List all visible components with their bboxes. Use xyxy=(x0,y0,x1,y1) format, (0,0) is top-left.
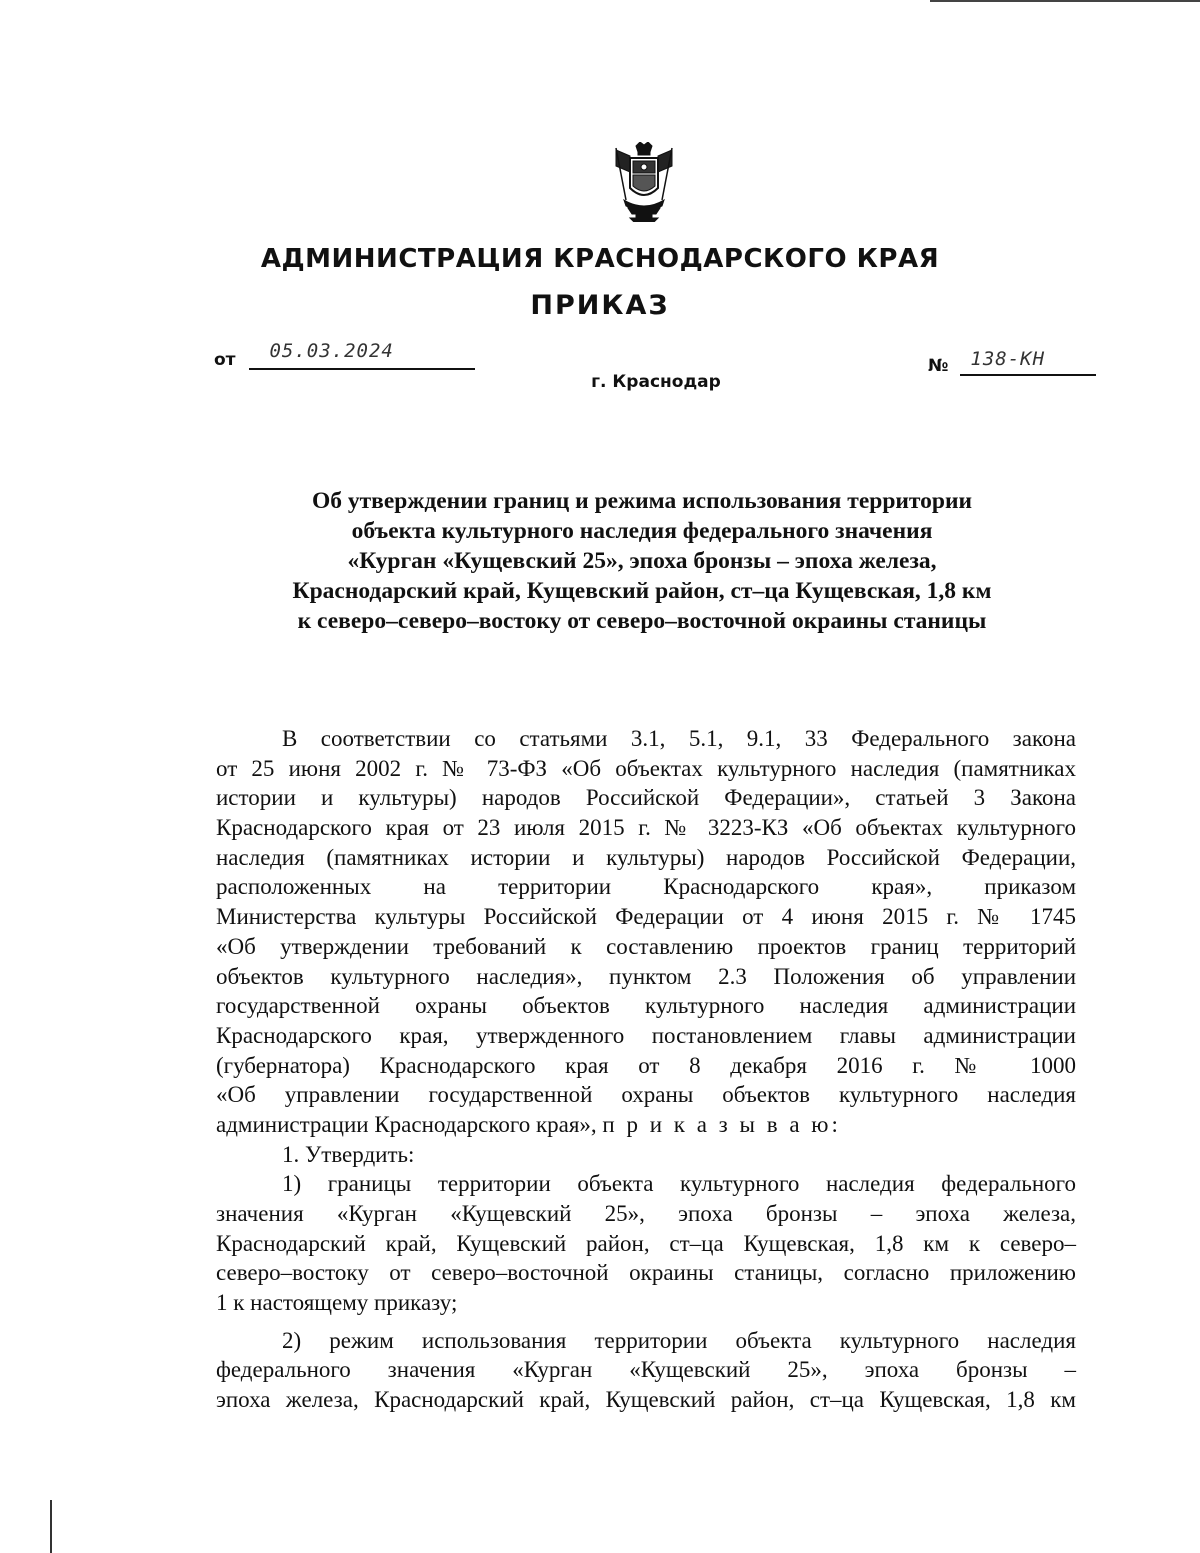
body-line: истории и культуры) народов Российской Федерации», статьей 3 Закона xyxy=(216,785,1076,811)
body-line: «Об управлении государственной охраны объектов культурного наследия xyxy=(216,1082,1076,1108)
city: г. Краснодар xyxy=(591,372,721,392)
item-1: 1. Утвердить: xyxy=(282,1141,415,1167)
body-line: Краснодарского края от 23 июля 2015 г. № 3223-КЗ «Об объектах культурного xyxy=(216,815,1076,841)
item-1-2-line: эпоха железа, Краснодарский край, Кущевский район, ст–ца Кущевская, 1,8 км xyxy=(216,1387,1076,1413)
date-value: 05.03.2024 xyxy=(269,340,394,362)
document-body xyxy=(216,724,1076,1415)
coat-of-arms-emblem xyxy=(606,142,682,222)
body-line: (губернатора) Краснодарского края от 8 декабря 2016 г. № 1000 xyxy=(216,1052,1076,1078)
preamble-ending: администрации Краснодарского края», xyxy=(216,1111,597,1137)
item-1-1-line: значения «Курган «Кущевский 25», эпоха бронзы – эпоха железа, xyxy=(216,1201,1076,1226)
body-line: Министерства культуры Российской Федерации от 4 июня 2015 г. № 1745 xyxy=(216,904,1076,930)
subject-line: Краснодарский край, Кущевский район, ст–ца Кущевская, 1,8 км xyxy=(292,578,992,604)
subject-line: «Курган «Кущевский 25», эпоха бронзы – эпоха железа, xyxy=(347,548,937,574)
subject-line: к северо–северо–востоку от северо–восточной окраины станицы xyxy=(297,608,987,634)
body-line: наследия (памятниках истории и культуры) народов Российской Федерации, xyxy=(216,844,1076,870)
order-word: п р и к а з ы в а ю: xyxy=(602,1111,841,1137)
item-1-1-line: 1) границы территории объекта культурного наследия федерального xyxy=(282,1171,1076,1197)
item-1-2-line: федерального значения «Курган «Кущевский 25», эпоха бронзы – xyxy=(216,1357,1076,1383)
scan-edge xyxy=(50,1500,52,1553)
number-prefix: № xyxy=(928,356,949,376)
item-1-1-line: 1 к настоящему приказу; xyxy=(216,1290,458,1316)
item-1-1-line: северо–востоку от северо–восточной окраины станицы, согласно приложению xyxy=(216,1260,1076,1286)
body-line: от 25 июня 2002 г. № 73-ФЗ «Об объектах культурного наследия (памятниках xyxy=(216,755,1076,781)
item-1-1-line: Краснодарский край, Кущевский район, ст–ца Кущевская, 1,8 км к северо– xyxy=(216,1230,1076,1256)
date-prefix: от xyxy=(214,350,236,370)
body-line: объектов культурного наследия», пунктом 2.3 Положения об управлении xyxy=(216,963,1076,989)
body-line: расположенных на территории Краснодарского края», приказом xyxy=(216,874,1076,900)
body-line: Краснодарского края, утвержденного постановлением главы администрации xyxy=(216,1022,1076,1048)
body-line: государственной охраны объектов культурного наследия администрации xyxy=(216,993,1076,1019)
item-1-2-line: 2) режим использования территории объекта культурного наследия xyxy=(282,1327,1076,1353)
subject-line: Об утверждении границ и режима использования территории xyxy=(311,488,973,514)
document-subject xyxy=(200,486,1084,636)
body-line: «Об утверждении требований к составлению проектов границ территорий xyxy=(216,933,1076,959)
subject-line: объекта культурного наследия федерального значения xyxy=(351,518,933,544)
date-line xyxy=(249,340,475,370)
date-field xyxy=(214,340,475,370)
organization-title: АДМИНИСТРАЦИЯ КРАСНОДАРСКОГО КРАЯ xyxy=(260,244,940,274)
scan-edge xyxy=(930,0,1200,2)
number-value: 138-КН xyxy=(970,348,1046,370)
document-type: ПРИКАЗ xyxy=(530,290,670,321)
body-line: В соответствии со статьями 3.1, 5.1, 9.1, 33 Федерального закона xyxy=(282,726,1076,751)
body-line xyxy=(216,1110,1076,1140)
